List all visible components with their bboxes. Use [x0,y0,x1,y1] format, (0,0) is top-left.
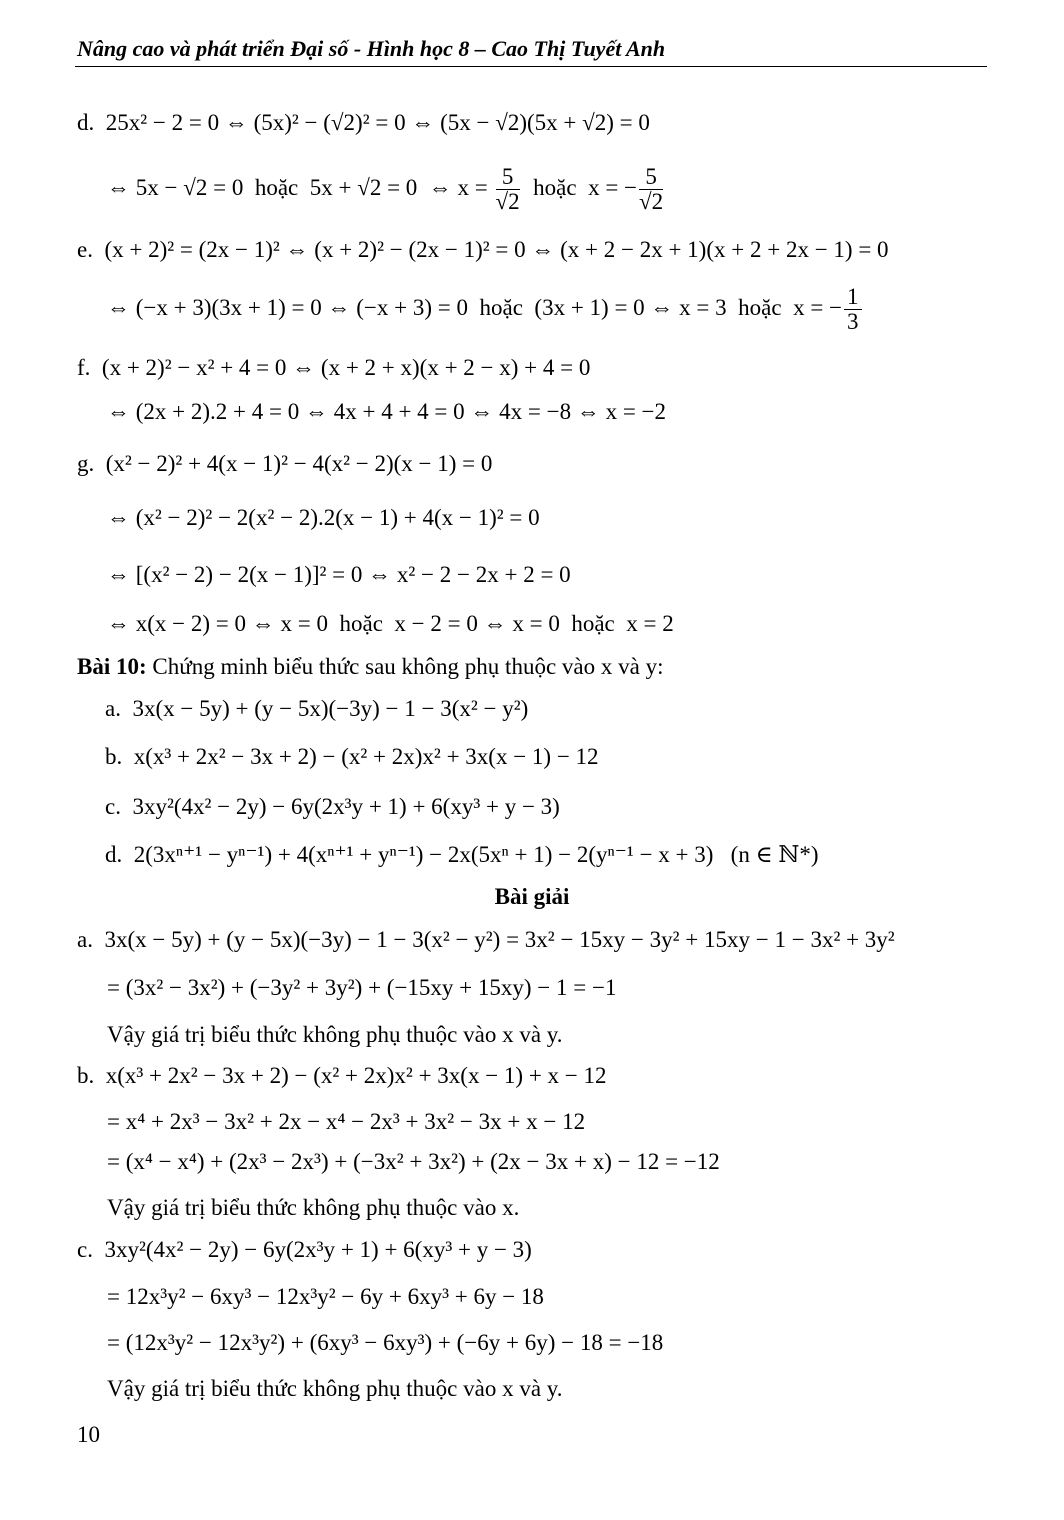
running-header: Nâng cao và phát triển Đại số - Hình học 8 – Cao Thị Tuyết Anh [77,36,666,61]
numerator: 5 [639,165,663,190]
fraction [844,285,862,334]
prev-f-line2: ⇔ (2x + 2).2 + 4 = 0 ⇔ 4x + 4 + 4 = 0 ⇔ 4x = −8 ⇔ x = −2 [107,399,667,424]
prev-e-line1: e. (x + 2)² = (2x − 1)² ⇔ (x + 2)² − (2x − 1)² = 0 ⇔ (x + 2 − 2x + 1)(x + 2 + 2x − 1) = 0 [77,237,889,262]
prev-g-line4: ⇔ x(x − 2) = 0 ⇔ x = 0 hoặc x − 2 = 0 ⇔ x = 0 hoặc x = 2 [107,611,674,636]
solution-a-line1: a. 3x(x − 5y) + (y − 5x)(−3y) − 1 − 3(x² − y²) = 3x² − 15xy − 3y² + 15xy − 1 − 3x² + 3y² [77,927,895,952]
solution-c-line3: = (12x³y² − 12x³y²) + (6xy³ − 6xy³) + (−6y + 6y) − 18 = −18 [107,1330,664,1355]
exercise-item-c: c. 3xy²(4x² − 2y) − 6y(2x³y + 1) + 6(xy³ + y − 3) [105,794,560,819]
text: hoặc x = − [521,174,638,200]
exercise-label: Bài 10: [77,654,147,679]
solution-c-conclusion: Vậy giá trị biểu thức không phụ thuộc vào x và y. [107,1376,563,1401]
page-number: 10 [77,1422,100,1447]
prev-g-line1: g. (x² − 2)² + 4(x − 1)² − 4(x² − 2)(x − 1) = 0 [77,451,493,476]
solution-a-line2: = (3x² − 3x²) + (−3y² + 3y²) + (−15xy + 15xy) − 1 = −1 [107,975,617,1000]
solution-b-line1: b. x(x³ + 2x² − 3x + 2) − (x² + 2x)x² + 3x(x − 1) + x − 12 [77,1063,607,1088]
prev-d-line1: d. 25x² − 2 = 0 ⇔ (5x)² − (√2)² = 0 ⇔ (5x − √2)(5x + √2) = 0 [77,110,650,135]
prev-d-line2 [107,165,665,214]
prev-f-line1: f. (x + 2)² − x² + 4 = 0 ⇔ (x + 2 + x)(x + 2 − x) + 4 = 0 [77,355,591,380]
solution-b-line2: = x⁴ + 2x³ − 3x² + 2x − x⁴ − 2x³ + 3x² − 3x + x − 12 [107,1109,586,1134]
prev-g-line2: ⇔ (x² − 2)² − 2(x² − 2).2(x − 1) + 4(x − 1)² = 0 [107,505,540,530]
exercise-item-d: d. 2(3xⁿ⁺¹ − yⁿ⁻¹) + 4(xⁿ⁺¹ + yⁿ⁻¹) − 2x(5xⁿ + 1) − 2(yⁿ⁻¹ − x + 3) (n ∈ ℕ*) [105,842,819,867]
prev-g-line3: ⇔ [(x² − 2) − 2(x − 1)]² = 0 ⇔ x² − 2 − 2x + 2 = 0 [107,562,571,587]
header-rule [75,66,987,67]
solution-b-line3: = (x⁴ − x⁴) + (2x³ − 2x³) + (−3x² + 3x²) + (2x − 3x + x) − 12 = −12 [107,1149,720,1174]
solution-a-conclusion: Vậy giá trị biểu thức không phụ thuộc vào x và y. [107,1022,563,1047]
exercise-item-a: a. 3x(x − 5y) + (y − 5x)(−3y) − 1 − 3(x² − y²) [105,696,529,721]
text: ⇔ (−x + 3)(3x + 1) = 0 ⇔ (−x + 3) = 0 hoặc (3x + 1) = 0 ⇔ x = 3 hoặc x = − [107,294,843,320]
denominator: √2 [639,189,664,214]
denominator: √2 [495,189,520,214]
text: ⇔ 5x − √2 = 0 hoặc 5x + √2 = 0 ⇔ x = [107,174,494,200]
numerator: 5 [496,165,520,190]
denominator: 3 [847,309,859,334]
fraction [496,165,520,214]
solution-c-line1: c. 3xy²(4x² − 2y) − 6y(2x³y + 1) + 6(xy³ + y − 3) [77,1237,532,1262]
exercise-10-heading [77,652,663,682]
solution-title: Bài giải [494,884,570,909]
exercise-text: Chứng minh biểu thức sau không phụ thuộc vào x và y: [146,654,664,679]
solution-b-conclusion: Vậy giá trị biểu thức không phụ thuộc vào x. [107,1195,520,1220]
solution-c-line2: = 12x³y² − 6xy³ − 12x³y² − 6y + 6xy³ + 6y − 18 [107,1284,544,1309]
fraction [639,165,663,214]
prev-e-line2 [107,285,864,334]
exercise-item-b: b. x(x³ + 2x² − 3x + 2) − (x² + 2x)x² + 3x(x − 1) − 12 [105,744,599,769]
numerator: 1 [844,285,862,310]
